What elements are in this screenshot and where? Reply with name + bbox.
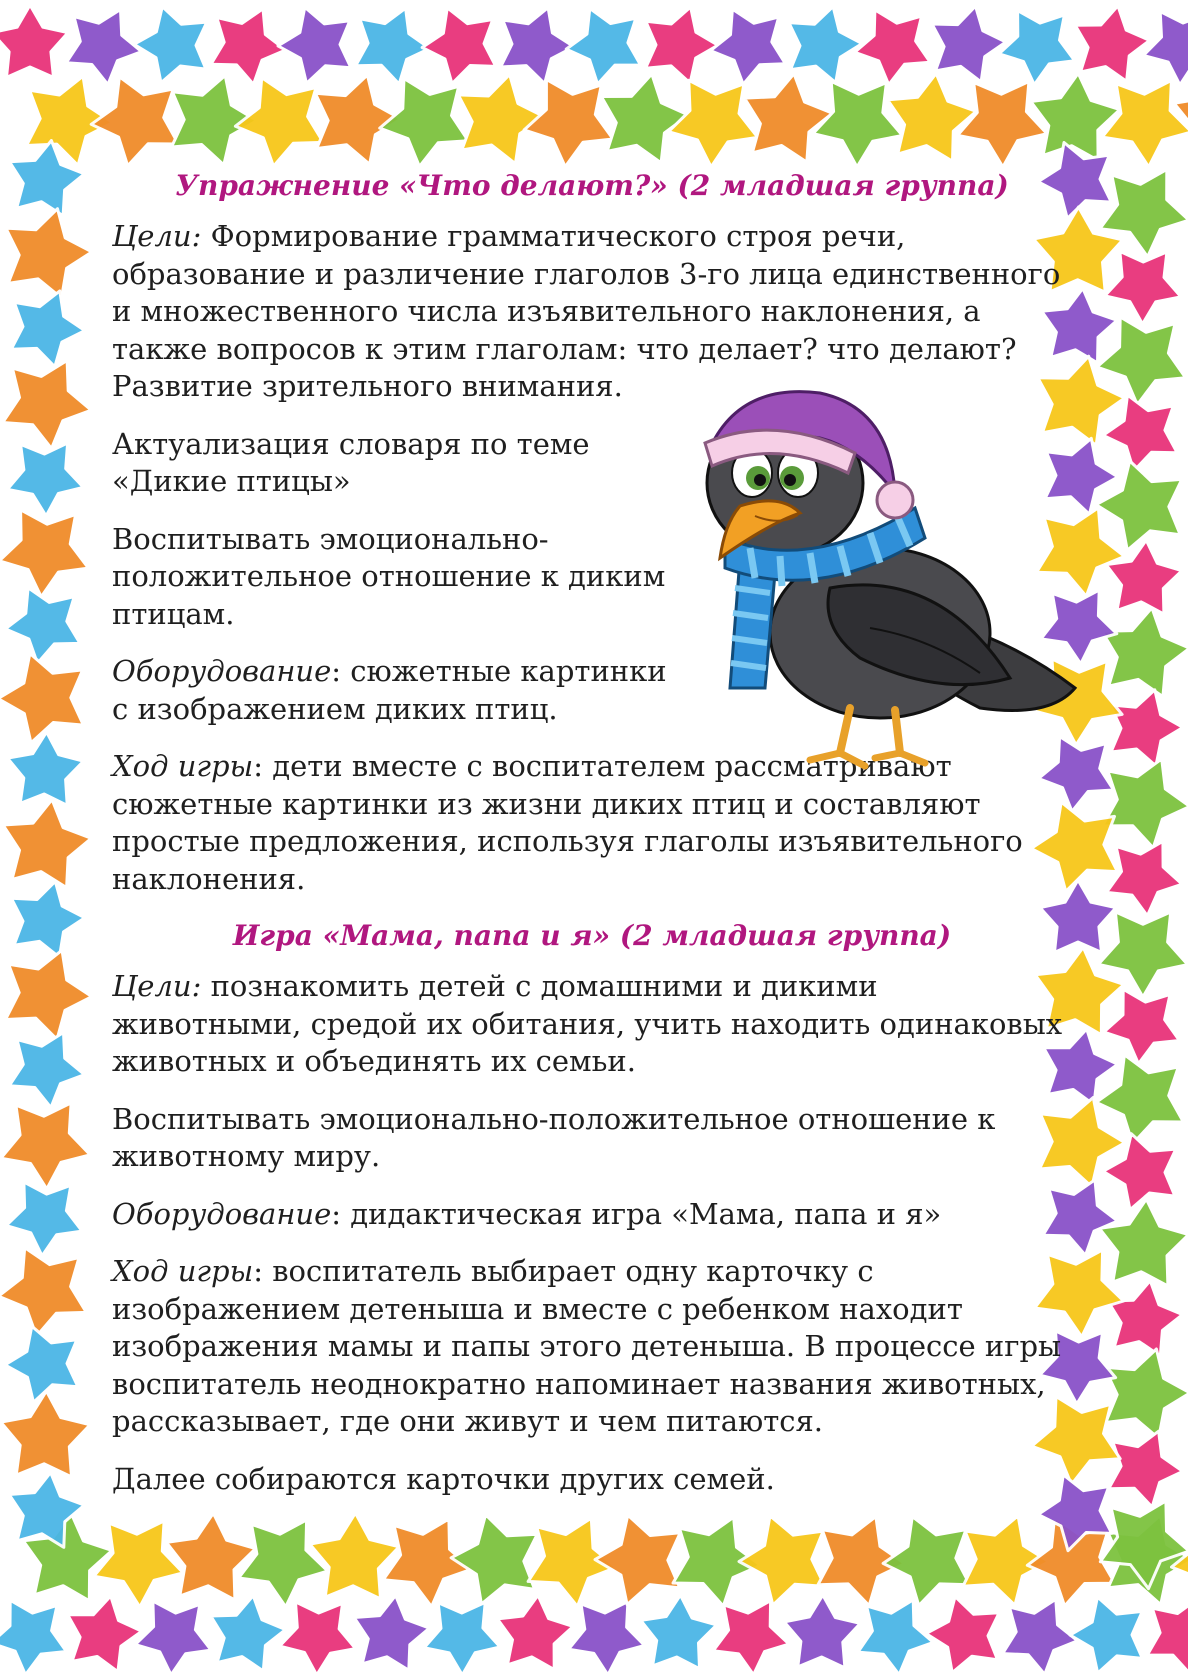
decorative-star [5,1326,78,1402]
decorative-star [569,1602,645,1676]
decorative-star [501,8,574,84]
decorative-star [855,10,930,85]
decorative-star [278,7,351,83]
crow-illustration [680,388,1080,788]
section2-process-text: : воспитатель выбирает одну карточку с изображением детеныша и вместе с ребенком находит изображения мамы и папы этого детеныша. В процессе игры воспитатель неоднократно напоминает названия животных, рассказывает, где они живут и чем питаются. [112,1254,1062,1438]
page-content [112,168,1072,1518]
decorative-star [739,1516,825,1605]
decorative-star [9,1033,84,1108]
decorative-star [1,1391,90,1477]
decorative-star [0,510,88,597]
decorative-star [0,1600,66,1675]
decorative-star [235,78,323,167]
decorative-star [1110,690,1183,766]
decorative-star [310,1513,399,1599]
decorative-star [1147,1599,1188,1675]
section1-equipment-text: : сюжетные картинки с изображением диких птиц. [112,654,667,726]
decorative-star [999,11,1075,85]
decorative-star [524,79,613,166]
section2-process [112,1253,1072,1441]
decorative-star [211,9,286,85]
decorative-star [1031,73,1120,160]
decorative-star [1,1103,90,1189]
section1-equipment-label: Оборудование [112,654,332,688]
decorative-star [354,1595,429,1670]
section2-title: Игра «Мама, папа и я» (2 младшая группа) [232,919,952,952]
section2-final: Далее собираются карточки других семей. [112,1461,775,1496]
decorative-star [135,1601,211,1675]
decorative-star [91,77,178,166]
section1-goals-label: Цели: [112,219,202,253]
decorative-star [6,950,92,1039]
decorative-star [211,1596,286,1671]
decorative-star [789,7,862,83]
decorative-star [6,1182,82,1256]
decorative-star [669,80,758,167]
section2-goals-text: познакомить детей с домашними и дикими животными, средой их обитания, учить находить одинаковых животных и объединять их семьи. [112,969,1063,1078]
decorative-star [68,1596,142,1672]
decorative-star [1103,759,1188,848]
decorative-star [1105,251,1181,324]
decorative-star [134,7,207,83]
section2-goals [112,968,1072,1081]
decorative-star [1104,989,1180,1064]
decorative-star [422,8,496,84]
decorative-star [641,1595,717,1669]
decorative-star [356,8,430,84]
decorative-star [601,74,688,163]
decorative-star [813,81,902,167]
section1-goals [112,218,1072,406]
decorative-star [1109,1431,1183,1507]
decorative-star [1108,1281,1183,1356]
decorative-star [280,1602,356,1675]
decorative-star [710,9,785,84]
decorative-star [3,800,91,888]
decorative-star [94,1521,183,1607]
decorative-star [11,291,85,367]
decorative-star [1104,1349,1188,1438]
section2-process-label: Ход игры [112,1254,254,1288]
decorative-star [0,5,68,77]
section2-equipment-label: Оборудование [112,1196,332,1231]
decorative-star [888,73,977,161]
decorative-star [166,1513,255,1600]
section1-process-text: : дети вместе с воспитателем рассматривают сюжетные картинки из жизни диких птиц и составляют простые предложения, используя глаголы изъявительного наклонения. [112,749,1023,896]
decorative-star [744,74,832,162]
section2-equipment [112,1196,1072,1234]
decorative-star [646,7,719,83]
decorative-star [5,588,80,664]
decorative-star [1075,6,1150,82]
decorative-star [0,1248,86,1337]
decorative-star [497,1595,573,1669]
section1-equipment [112,653,692,728]
decorative-star [1099,1199,1188,1286]
decorative-star [451,1515,537,1604]
decorative-star [926,1597,999,1673]
section1-title: Упражнение «Что делают?» (2 младшая группа) [175,169,1009,202]
decorative-star [458,75,545,164]
decorative-star [380,79,469,167]
decorative-star [713,1601,789,1675]
decorative-star [1143,12,1188,85]
decorative-star [0,654,83,743]
decorative-star [3,361,92,449]
decorative-star [11,881,85,957]
decorative-star [8,732,84,805]
decorative-star [6,209,92,298]
decorative-star [1070,1597,1142,1673]
decorative-star [1003,1599,1078,1674]
decorative-star [424,1602,500,1675]
section2-upbringing: Воспитывать эмоционально-положительное отношение к животному миру. [112,1101,996,1173]
decorative-star [883,1517,970,1606]
decorative-star [932,6,1006,82]
decorative-star [958,82,1047,168]
section1-goals-text: Формирование грамматического строя речи, образование и различение глаголов 3-го лица единственного и множественного числа изъявительного наклонения, а также вопросов к этим глаголам: что делает? что делают? Развитие зрительного внимания. [112,219,1061,403]
section1-upbringing: Воспитывать эмоционально-положительное отношение к диким птицам. [112,521,666,631]
decorative-star [784,1595,860,1668]
decorative-star [1107,841,1183,916]
decorative-star [66,10,141,85]
section1-process-label: Ход игры [112,749,254,783]
decorative-star [566,8,640,84]
section1-vocab: Актуализация словаря по теме «Дикие птицы» [112,426,590,498]
section2-equipment-text: : дидактическая игра «Мама, папа и я» [331,1196,942,1231]
decorative-star [1102,608,1188,697]
decorative-star [595,1515,680,1604]
decorative-star [239,1520,328,1607]
decorative-star [858,1600,933,1675]
decorative-star [7,443,83,516]
section2-goals-label: Цели: [112,969,202,1003]
decorative-star [1102,80,1188,166]
